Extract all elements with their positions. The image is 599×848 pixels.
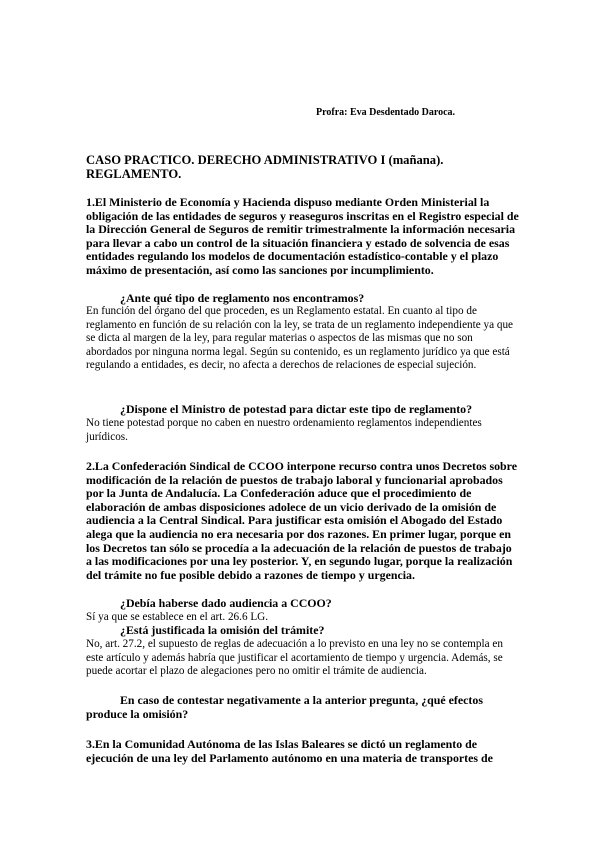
case-1-answer-1: En función del órgano del que proceden, es un Reglamento estatal. En cuanto al tipo de reglamento en función de su relación con la ley, se trata de un reglamento independiente ya que se dicta al margen de la ley, para regular materias o aspectos de las mismas que no son abordados por ninguna norma legal. Según su contenido, es un reglamento jurídico ya que está regulando a entidades, es decir, no afecta a derechos de relaciones de especial sujeción. — [86, 305, 514, 372]
case-1-answer-2: No tiene potestad porque no caben en nuestro ordenamiento reglamentos independientes jurídicos. — [86, 417, 482, 443]
case-1-statement: 1.El Ministerio de Economía y Hacienda dispuso mediante Orden Ministerial la obligación de las entidades de seguros y reaseguros inscritas en el Registro especial de la Dirección General de Seguros de remitir trimestralmente la información necesaria para llevar a cabo un control de la situación financiera y estado de solvencia de esas entidades regulando los modelos de documentación estadístico-contable y el plazo máximo de presentación, así como las sanciones por incumplimiento. — [86, 195, 519, 277]
case-2-question-3: En caso de contestar negativamente a la anterior pregunta, ¿qué efectos produce la omisión? — [86, 693, 483, 721]
case-1-question-2: ¿Dispone el Ministro de potestad para dictar este tipo de reglamento? — [120, 402, 473, 416]
case-2-answer-2: No, art. 27.2, el supuesto de reglas de adecuación a lo previsto en una ley no se contempla en este artículo y además habría que justificar el acortamiento de tiempo y urgencia. Además, se puede acortar el plazo de alegaciones pero no omitir el trámite de audiencia. — [86, 638, 503, 678]
author-line: Profra: Eva Desdentado Daroca. — [316, 107, 456, 118]
case-1-question-1: ¿Ante qué tipo de reglamento nos encontramos? — [120, 291, 365, 305]
case-2-answer-1: Sí ya que se establece en el art. 26.6 LG. — [86, 611, 269, 623]
case-2-statement: 2.La Confederación Sindical de CCOO interpone recurso contra unos Decretos sobre modificación de la relación de puestos de trabajo laboral y funcionarial aprobados por la Junta de Andalucía. La Confederación aduce que el procedimiento de elaboración de ambas disposiciones adolece de un vicio derivado de la omisión de audiencia a la Central Sindical. Para justificar esta omisión el Abogado del Estado alega que la audiencia no era necesaria por dos razones. En primer lugar, porque en los Decretos tan sólo se procedía a la adecuación de la relación de puestos de trabajo a las modificaciones por una ley posterior. Y, en segundo lugar, porque la realización del trámite no fue posible debido a razones de tiempo y urgencia. — [86, 459, 518, 582]
case-2-question-2: ¿Está justificada la omisión del trámite? — [120, 623, 325, 637]
case-3-statement: 3.En la Comunidad Autónoma de las Islas Baleares se dictó un reglamento de ejecución de una ley del Parlamento autónomo en una materia de transportes de — [86, 737, 493, 765]
document-title: CASO PRACTICO. DERECHO ADMINISTRATIVO I (mañana). REGLAMENTO. — [86, 153, 444, 181]
case-2-question-1: ¿Debía haberse dado audiencia a CCOO? — [120, 596, 332, 610]
